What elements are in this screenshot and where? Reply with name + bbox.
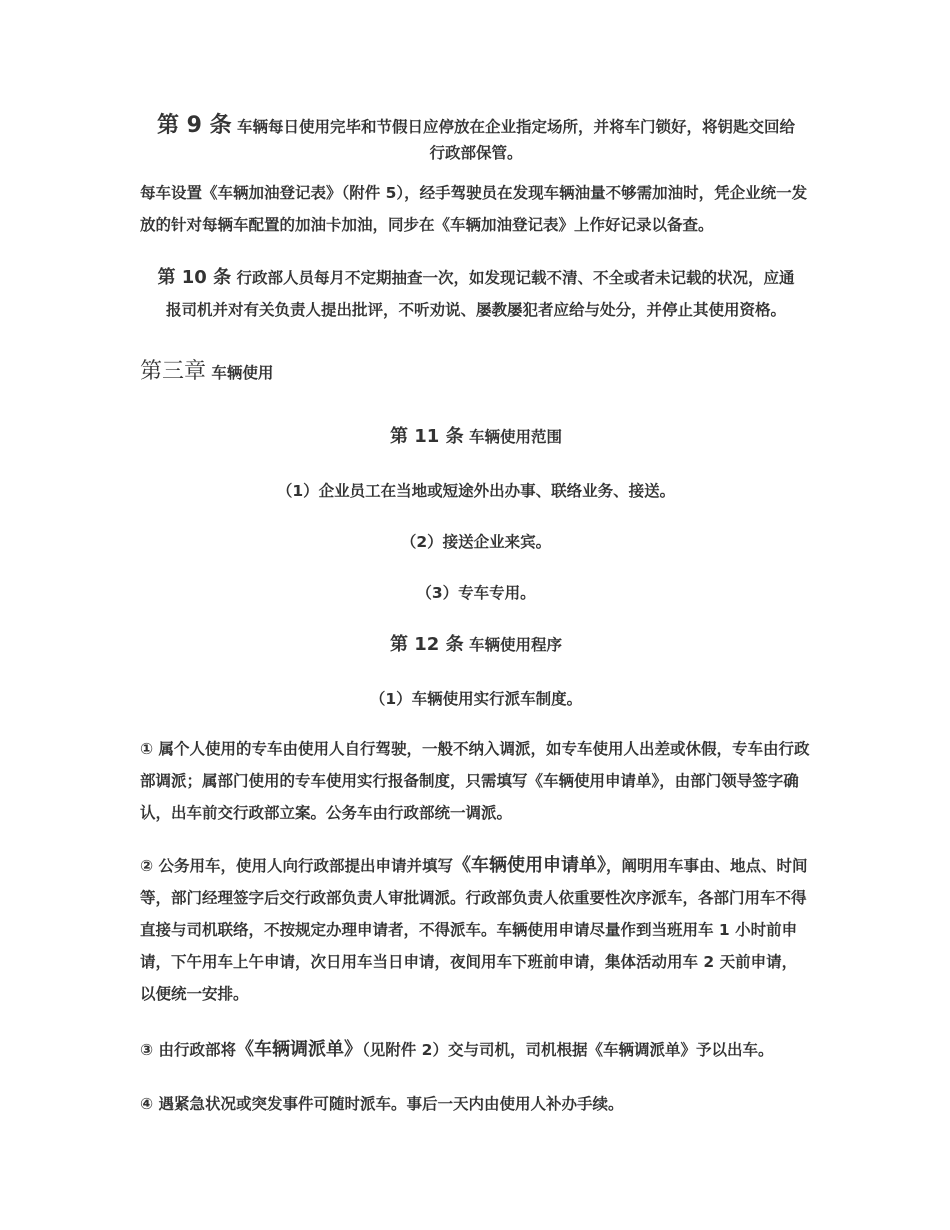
chapter-3-title: 车辆使用	[211, 364, 274, 382]
chapter-3-number: 第三章	[140, 359, 207, 384]
article-11-number: 第 11 条	[389, 426, 464, 447]
article-12-title: 车辆使用程序	[468, 636, 562, 654]
article-10	[140, 262, 812, 326]
article-10-text-line1: 行政部人员每月不定期抽查一次，如发现记载不清、不全或者未记载的状况，应通	[236, 269, 795, 287]
article-9-number: 第 9 条	[156, 113, 232, 138]
article-12-paragraph-3	[140, 1034, 812, 1066]
article-12-number: 第 12 条	[389, 634, 464, 655]
paragraph-3-form-title: 《车辆调派单》	[236, 1039, 363, 1060]
paragraph-2-body: ，阐明用车事由、地点、时间等，部门经理签字后交行政部负责人审批调派。行政部负责人依重要性次序派车，各部门用车不得直接与司机联络，不按规定办理申请者，不得派车。车辆使用申请尽量作到当班用车 1 小时前申请，下午用车上午申请，次日用车当日申请，夜间用车下班前申请，集体活动用车 2 天前申请，以便统一安排。	[140, 857, 808, 1003]
paragraph-3-body: （见附件 2）交与司机，司机根据《车辆调派单》予以出车。	[362, 1041, 774, 1059]
article-11-item-2: （2）接送企业来宾。	[400, 533, 552, 551]
article-12-paragraph-2	[140, 850, 812, 1010]
paragraph-2-form-title: 《车辆使用申请单》	[453, 855, 607, 876]
article-11-item-3: （3）专车专用。	[416, 584, 536, 602]
paragraph-2-lead: ② 公务用车，使用人向行政部提出申请并填写	[140, 857, 454, 875]
article-9	[140, 113, 812, 166]
paragraph-3-lead: ③ 由行政部将	[140, 1041, 237, 1059]
article-11-item-1: （1）企业员工在当地或短途外出办事、联络业务、接送。	[276, 482, 676, 500]
article-9-text-line2: 行政部保管。	[429, 144, 523, 162]
article-11-title: 车辆使用范围	[468, 428, 562, 446]
article-12-paragraph-4: ④ 遇紧急状况或突发事件可随时派车。事后一天内由使用人补办手续。	[140, 1095, 624, 1113]
article-12-paragraph-1: ① 属个人使用的专车由使用人自行驾驶，一般不纳入调派，如专车使用人出差或休假，专车由行政部调派；属部门使用的专车使用实行报备制度，只需填写《车辆使用申请单》，由部门领导签字确认，出车前交行政部立案。公务车由行政部统一调派。	[140, 740, 810, 822]
chapter-3-heading	[140, 356, 812, 389]
article-9-text-line1: 车辆每日使用完毕和节假日应停放在企业指定场所，并将车门锁好，将钥匙交回给	[237, 118, 796, 136]
article-10-text-line2: 报司机并对有关负责人提出批评，不听劝说、屡教屡犯者应给与处分，并停止其使用资格。	[165, 301, 786, 319]
article-10-number: 第 10 条	[157, 267, 232, 288]
article-11-heading	[140, 421, 812, 453]
article-12-item-1: （1）车辆使用实行派车制度。	[369, 690, 583, 708]
fuel-registration-paragraph: 每车设置《车辆加油登记表》（附件 5），经手驾驶员在发现车辆油量不够需加油时，凭企业统一发放的针对每辆车配置的加油卡加油，同步在《车辆加油登记表》上作好记录以备查。	[140, 184, 808, 234]
article-12-heading	[140, 629, 812, 661]
